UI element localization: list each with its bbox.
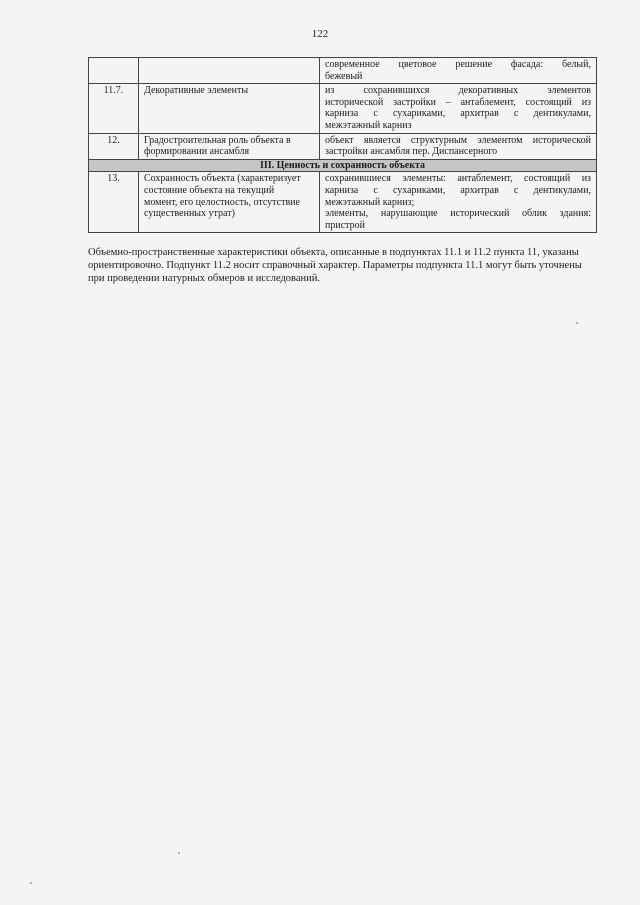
footnote-paragraph	[88, 246, 608, 285]
footnote-line: при проведении натурных обмеров и исследований.	[88, 273, 321, 284]
row-value-line: современное цветовое решение фасада: белый,	[325, 59, 591, 70]
footnote-line: Объемно-пространственные характеристики объекта, описанные в подпунктах 11.1 и 11.2 пункта 11, указаны	[88, 247, 579, 258]
scan-speck	[576, 322, 578, 324]
row-value-line: межэтажный карниз;	[325, 196, 415, 208]
row-name-line: момент, его целостность, отсутствие	[144, 196, 300, 208]
row-value-line: пристрой	[325, 219, 365, 231]
row-value	[320, 58, 597, 84]
row-name-line: формировании ансамбля	[144, 146, 250, 158]
table-row	[89, 133, 597, 159]
row-name	[139, 58, 320, 84]
row-value-line: застройки ансамбля пер. Диспансерного	[325, 146, 498, 158]
scan-speck	[178, 852, 180, 854]
table-row	[89, 172, 597, 233]
row-value-line: бежевый	[325, 70, 363, 82]
row-name-line: существенных утрат)	[144, 208, 235, 220]
row-value-line: сохранившиеся элементы: антаблемент, состоящий из	[325, 173, 591, 185]
object-characteristics-table	[88, 57, 597, 233]
scan-speck	[30, 882, 32, 884]
row-name-line: состояние объекта на текущий	[144, 184, 275, 196]
row-value-line: объект является структурным элементом исторической	[325, 134, 591, 146]
table-row	[89, 84, 597, 133]
row-number: 12.	[89, 133, 139, 159]
footnote-line: ориентировочно. Подпункт 11.2 носит справочный характер. Параметры подпункта 11.1 могут быть уточнены	[88, 260, 582, 271]
row-name-line: Сохранность объекта (характеризует	[144, 173, 301, 185]
row-value-line: элементы, нарушающие исторический облик здания:	[325, 208, 591, 220]
table-row	[89, 58, 597, 84]
row-value-line: исторической застройки – антаблемент, состоящий из	[325, 96, 591, 108]
row-value-line: карниза с сухариками, архитрав с дентикулами,	[325, 108, 591, 120]
row-number: 13.	[89, 172, 139, 233]
row-number	[89, 58, 139, 84]
row-value-line: межэтажный карниз	[325, 119, 412, 131]
row-name-line: Декоративные элементы	[144, 85, 249, 97]
row-number: 11.7.	[89, 84, 139, 133]
row-value	[320, 84, 597, 133]
row-value-line: карниза с сухариками, архитрав с дентикулами,	[325, 184, 591, 196]
row-name	[139, 172, 320, 233]
row-value	[320, 133, 597, 159]
section-header: III. Ценность и сохранность объекта	[89, 159, 597, 172]
row-value-line: из сохранившихся декоративных элементов	[325, 85, 591, 97]
page-number: 122	[311, 28, 329, 40]
section-header-row	[89, 159, 597, 172]
row-name	[139, 84, 320, 133]
row-name	[139, 133, 320, 159]
row-name-line: Градостроительная роль объекта в	[144, 134, 291, 146]
row-value	[320, 172, 597, 233]
